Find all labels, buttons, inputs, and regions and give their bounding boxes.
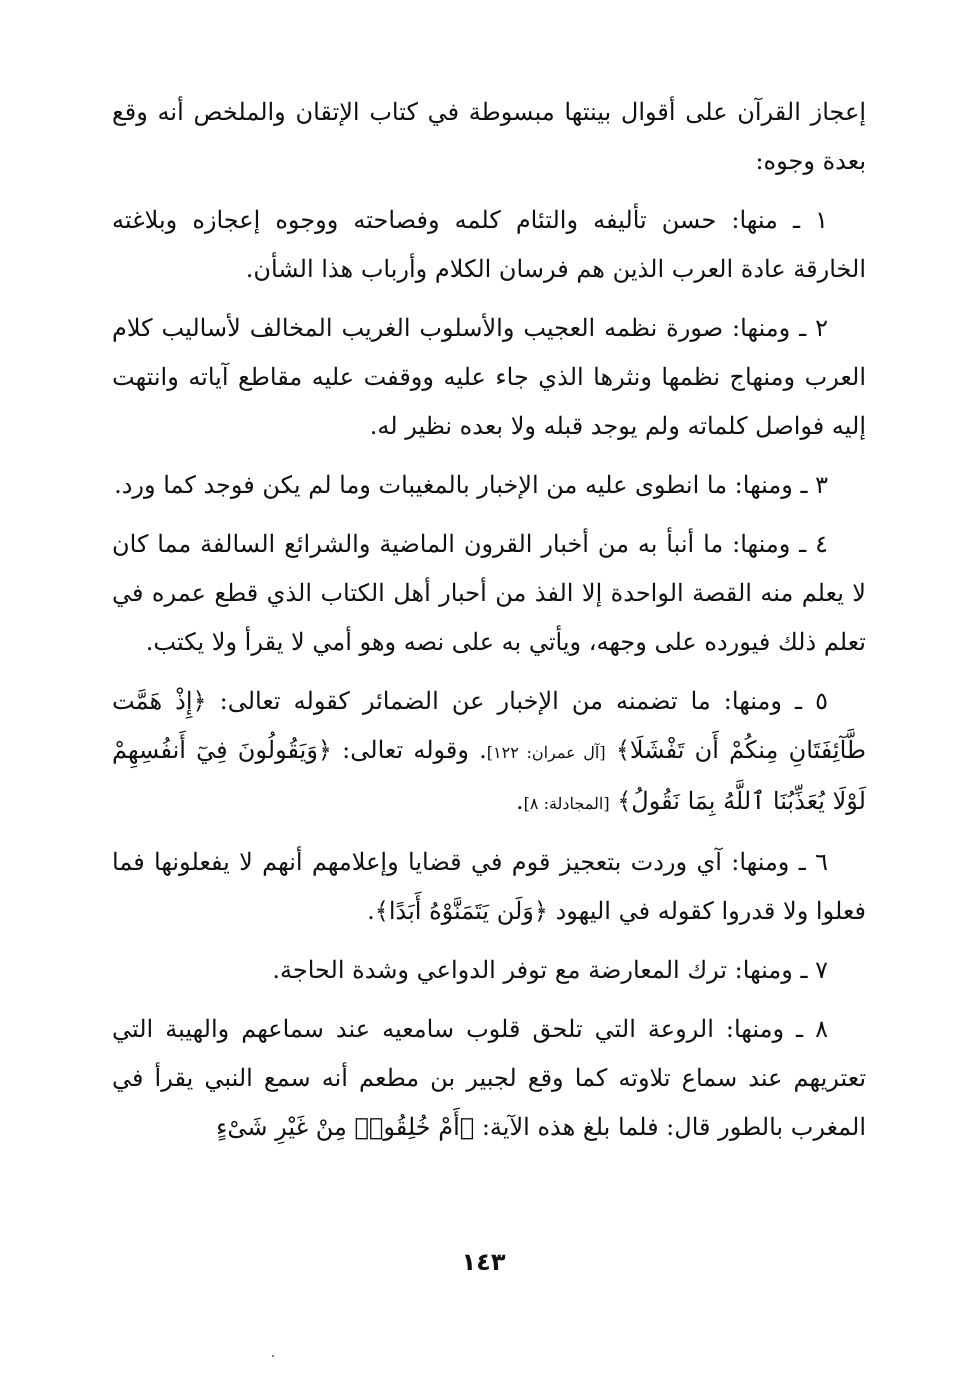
point-4-paragraph	[112, 520, 866, 667]
paragraph-text: إعجاز القرآن على أقوال بينتها مبسوطة في كتاب الإتقان والملخص أنه وقع بعدة وجوه:	[112, 98, 866, 175]
paragraph-intro: ٨ ـ ومنها: الروعة التي تلحق قلوب سامعيه عند سماعهم والهيبة التي تعتريهم عند سماع تلاوته كما وقع لجبير بن مطعم أنه سمع النبي يقرأ في المغرب بالطور قال: فلما بلغ هذه الآية:	[112, 1015, 866, 1141]
paragraph-intro: ٥ ـ ومنها: ما تضمنه من الإخبار عن الضمائر كقوله تعالى:	[219, 687, 828, 715]
paragraph-text	[112, 838, 866, 936]
quran-verse: ﴿إِذْ هَمَّت طَّآئِفَتَانِ مِنكُمْ أَن تَفْشَلَا﴾	[112, 687, 867, 764]
paragraph-connector: . وقوله تعالى:	[342, 736, 487, 764]
paragraph-text	[112, 1005, 866, 1152]
point-8-paragraph	[112, 1005, 866, 1152]
point-3-paragraph	[112, 461, 866, 510]
paragraph-end: .	[516, 787, 524, 815]
page-body	[112, 88, 866, 1162]
paragraph-text: ١ ـ منها: حسن تأليفه والتئام كلمه وفصاحته ووجوه إعجازه وبلاغته الخارقة عادة العرب الذين هم فرسان الكلام وأرباب هذا الشأن.	[112, 206, 866, 283]
intro-paragraph	[112, 88, 866, 186]
paragraph-intro: ٦ ـ ومنها: آي وردت بتعجيز قوم في قضايا وإعلامهم أنهم لا يفعلونها فما فعلوا ولا قدروا كقوله في اليهود	[112, 848, 866, 925]
point-5-paragraph	[112, 677, 866, 828]
page-number: ١٤٣	[461, 1248, 506, 1276]
verse-reference: [المجادلة: ٨]	[523, 794, 610, 813]
paragraph-text: ٣ ـ ومنها: ما انطوى عليه من الإخبار بالمغيبات وما لم يكن فوجد كما ورد.	[114, 471, 828, 499]
paragraph-text: ٧ ـ ومنها: ترك المعارضة مع توفر الدواعي وشدة الحاجة.	[272, 956, 828, 984]
paragraph-end: .	[367, 897, 375, 925]
verse-reference: [آل عمران: ١٢٢]	[486, 743, 606, 762]
point-2-paragraph	[112, 304, 866, 451]
paragraph-text: ٢ ـ ومنها: صورة نظمه العجيب والأسلوب الغريب المخالف لأساليب كلام العرب ومنهاج نظمها ونثرها الذي جاء عليه ووقفت عليه مقاطع آياته وانتهت إليه فواصل كلماته ولم يوجد قبله ولا بعده نظير له.	[112, 314, 866, 440]
point-7-paragraph	[112, 946, 866, 995]
paragraph-text: ٤ ـ ومنها: ما أنبأ به من أخبار القرون الماضية والشرائع السالفة مما كان لا يعلم منه القصة الواحدة إلا الفذ من أحبار أهل الكتاب الذي قطع عمره في تعلم ذلك فيورده على وجهه، ويأتي به على نصه وهو أمي لا يقرأ ولا يكتب.	[112, 530, 866, 656]
scan-speck	[272, 1355, 274, 1357]
point-6-paragraph	[112, 838, 866, 936]
point-1-paragraph	[112, 196, 866, 294]
quran-verse: ﴿أَمْ خُلِقُوا۟ مِنْ غَيْرِ شَىْءٍ	[216, 1113, 475, 1141]
quran-verse: ﴿وَيَقُولُونَ فِيٓ أَنفُسِهِمْ لَوْلَا يُعَذِّبُنَا ٱللَّهُ بِمَا نَقُولُ﴾	[112, 736, 866, 815]
quran-verse: ﴿وَلَن يَتَمَنَّوْهُ أَبَدًا﴾	[374, 897, 548, 925]
paragraph-text	[112, 677, 866, 828]
